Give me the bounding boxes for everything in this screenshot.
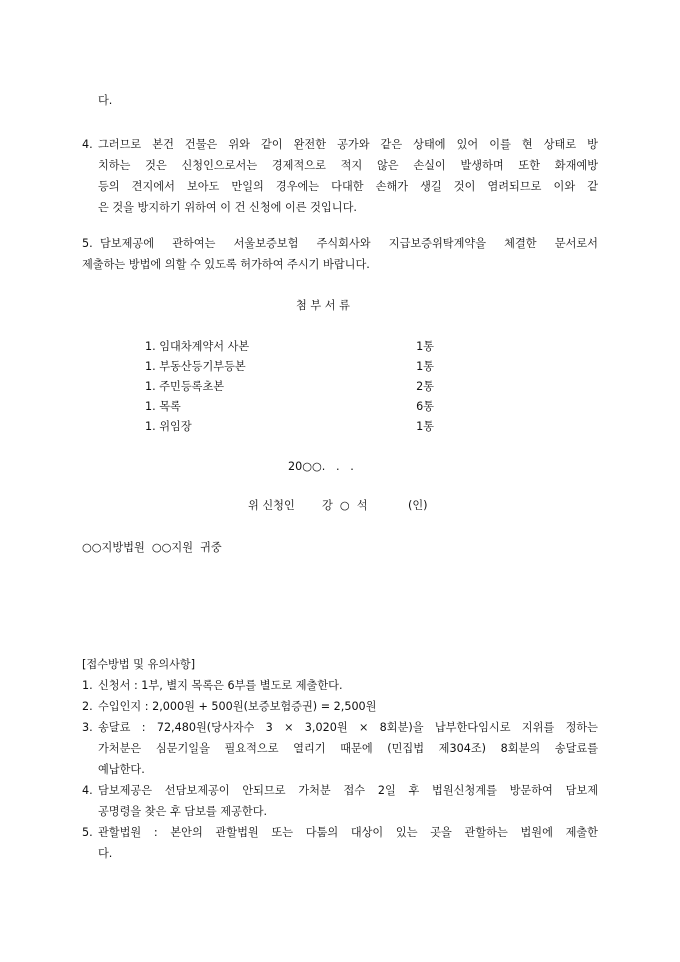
note-line: 신청서 : 1부, 별지 목록은 6부를 별도로 제출한다.: [98, 679, 343, 692]
paragraph-line: 그러므로 본건 건물은 위와 같이 완전한 공가와 같은 상태에 있어 이를 현 상태로 방: [98, 138, 598, 151]
note-number: 3.: [82, 721, 93, 734]
attachment-label: 1. 임대차계약서 사본: [145, 340, 250, 353]
note-number: 2.: [82, 700, 93, 713]
note-line: 수입인지 : 2,000원 + 500원(보증보험증권) = 2,500원: [98, 700, 377, 713]
applicant-name: 강 ○ 석: [322, 499, 368, 512]
paragraph-number: 4.: [82, 138, 93, 151]
filing-date: 20○○. . .: [288, 460, 354, 473]
note-line: 담보제공은 선담보제공이 안되므로 가처분 접수 2일 후 법원신청계를 방문하여 담보제: [98, 784, 598, 797]
note-line: 관할법원 : 본안의 관할법원 또는 다툼의 대상이 있는 곳을 관할하는 법원에 제출한: [98, 826, 598, 839]
note-number: 4.: [82, 784, 93, 797]
paragraph-line: 담보제공에 관하여는 서울보증보험 주식회사와 지급보증위탁계약을 체결한 문서로서: [100, 237, 598, 250]
lead-fragment: 다.: [98, 94, 113, 107]
attachment-count: 1통: [416, 360, 434, 373]
note-line: 예납한다.: [98, 763, 145, 776]
note-line: 가처분은 심문기일을 필요적으로 열리기 때문에 (민집법 제304조) 8회분의 송달료를: [98, 742, 598, 755]
paragraph-line: 은 것을 방지하기 위하여 이 건 신청에 이른 것입니다.: [98, 201, 357, 214]
attachments-title: 첨 부 서 류: [296, 299, 350, 312]
paragraph-line: 치하는 것은 신청인으로서는 경제적으로 적지 않은 손실이 발생하며 또한 화재예방: [98, 159, 598, 172]
note-number: 5.: [82, 826, 93, 839]
notes-heading: [접수방법 및 유의사항]: [82, 658, 196, 671]
attachment-count: 2통: [416, 380, 434, 393]
paragraph-line: 등의 견지에서 보아도 만일의 경우에는 다대한 손해가 생길 것이 염려되므로 이와 같: [98, 180, 598, 193]
court-addressee: ○○지방법원 ○○지원 귀중: [82, 541, 222, 554]
note-number: 1.: [82, 679, 93, 692]
attachment-count: 1통: [416, 420, 434, 433]
attachment-count: 1통: [416, 340, 434, 353]
paragraph-number: 5.: [82, 237, 93, 250]
paragraph-line: 제출하는 방법에 의할 수 있도록 허가하여 주시기 바랍니다.: [82, 258, 370, 271]
attachment-count: 6통: [416, 400, 434, 413]
attachment-label: 1. 목록: [145, 400, 181, 413]
applicant-role: 위 신청인: [248, 499, 295, 512]
note-line: 공명령을 찾은 후 담보를 제공한다.: [98, 805, 268, 818]
attachment-label: 1. 부동산등기부등본: [145, 360, 246, 373]
attachment-label: 1. 주민등록초본: [145, 380, 225, 393]
note-line: 다.: [98, 847, 113, 860]
note-line: 송달료 : 72,480원(당사자수 3 × 3,020원 × 8회분)을 납부한다임시로 지위를 정하는: [98, 721, 598, 734]
seal-mark: (인): [408, 499, 428, 512]
attachment-label: 1. 위임장: [145, 420, 192, 433]
